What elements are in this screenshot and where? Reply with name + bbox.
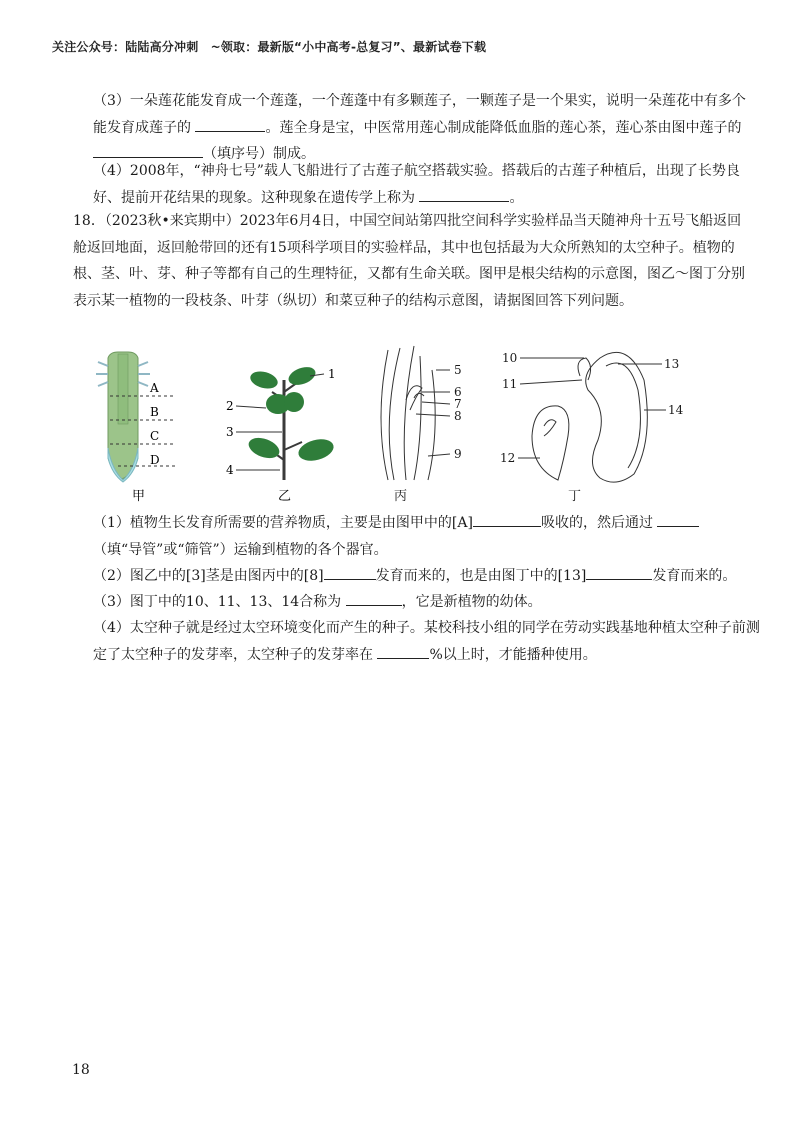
q18-s2-blank-2[interactable] [586, 564, 652, 580]
q18-figures [88, 340, 688, 510]
q18-s2-text-b: 发育而来的，也是由图丁中的[13] [375, 568, 587, 584]
label-8: 8 [454, 409, 462, 423]
q18-sub1 [93, 510, 773, 563]
label-10: 10 [502, 351, 518, 365]
label-4: 4 [226, 463, 234, 477]
q17-part4 [93, 158, 753, 211]
label-7: 7 [454, 397, 462, 411]
q18-s1-text-c: （填“导管”或“筛管”）运输到植物的各个器官。 [93, 541, 388, 558]
label-B: B [150, 405, 159, 419]
page-header: 关注公众号：陆陆高分冲刺 ~领取：最新版“小中高考-总复习”、最新试卷下载 [52, 40, 487, 54]
q18-s1-blank-2[interactable] [657, 511, 699, 527]
label-A: A [150, 381, 159, 395]
q18-s3-blank[interactable] [346, 590, 402, 606]
q18-s3-text-a: （3）图丁中的10、11、13、14合称为 [93, 594, 342, 610]
label-D: D [150, 453, 160, 467]
q18-stem [73, 208, 753, 314]
q18-s1-text-b: 吸收的，然后通过 [540, 515, 653, 531]
label-2: 2 [226, 399, 234, 413]
figure-yi-branch [226, 364, 336, 504]
label-12: 12 [500, 451, 516, 465]
q18-s4-text-a: （4）太空种子就是经过太空环境变化而产生的种子。某校科技小组的同学在劳动实践基地种植太空种子前测定了太空种子的发芽率，太空种子的发芽率在 [93, 620, 760, 663]
q17-part3 [93, 88, 753, 168]
q18-s4-text-b: %以上时，才能播种使用。 [429, 646, 597, 663]
q18-s3-text-b: ，它是新植物的幼体。 [401, 594, 542, 610]
figure-ding-bean-seed [500, 351, 684, 504]
figure-jia-root-tip [96, 352, 176, 504]
figure-group [88, 340, 688, 510]
q18-s2-text-c: 发育而来的。 [652, 568, 737, 584]
label-3: 3 [226, 425, 234, 439]
q18-sub3 [93, 589, 753, 616]
q17-p3-text-c: （填序号）制成。 [203, 146, 315, 162]
q18-s1-blank-1[interactable] [473, 511, 541, 527]
q18-s2-text-a: （2）图乙中的[3]茎是由图丙中的[8] [93, 568, 324, 584]
figure-bing-leaf-bud [381, 346, 462, 504]
label-C: C [150, 429, 160, 443]
q18-s4-blank[interactable] [377, 643, 429, 659]
q17-p3-text-b: 。莲全身是宝，中医常用莲心制成能降低血脂的莲心茶，莲心茶由图中莲子的 [265, 119, 742, 136]
caption-bing: 丙 [394, 489, 408, 504]
q17-p3-blank-1[interactable] [195, 116, 265, 132]
q18-s1-text-a: （1）植物生长发育所需要的营养物质，主要是由图甲中的[A] [93, 515, 473, 531]
q17-p3-text-a: （3）一朵莲花能发育成一个莲蓬，一个莲蓬中有多颗莲子，一颗莲子是一个果实，说明一朵莲花中有多个能发育成莲子的 [93, 93, 746, 136]
q17-p4-text-a: （4）2008年，“神舟七号”载人飞船进行了古莲子航空搭载实验。搭载后的古莲子种植后，出现了长势良好、提前开花结果的现象。这种现象在遗传学上称为 [93, 163, 740, 206]
label-9: 9 [454, 447, 462, 461]
label-13: 13 [664, 357, 680, 371]
label-6: 6 [454, 385, 462, 399]
q17-p3-blank-2[interactable] [93, 142, 203, 158]
q18-number: 18． [73, 213, 105, 229]
page-number: 18 [72, 1062, 90, 1078]
label-1: 1 [328, 367, 336, 381]
label-5: 5 [454, 363, 462, 377]
q18-s2-blank-1[interactable] [324, 564, 376, 580]
q17-p4-text-b: 。 [509, 189, 524, 206]
caption-jia: 甲 [132, 489, 146, 504]
q17-p4-blank[interactable] [419, 186, 509, 202]
label-11: 11 [502, 377, 518, 391]
caption-yi: 乙 [278, 489, 292, 504]
q18-stem-text: （2023秋•来宾期中）2023年6月4日，中国空间站第四批空间科学实验样品当天随神舟十五号飞船返回舱返回地面，返回舱带回的还有15项科学项目的实验样品，其中也包括最为大众所熟知的太空种子。植物的根、茎、叶、芽、种子等都有自己的生理特征，又都有生命关联。图甲是根尖结构的示意图，图乙～图丁分别表示某一植物的一段枝条、叶芽（纵切）和菜豆种子的结构示意图，请据图回答下列问题。 [73, 213, 745, 309]
q18-sub4 [93, 615, 763, 668]
label-14: 14 [668, 403, 684, 417]
q18-sub2 [93, 563, 773, 590]
caption-ding: 丁 [568, 489, 582, 504]
